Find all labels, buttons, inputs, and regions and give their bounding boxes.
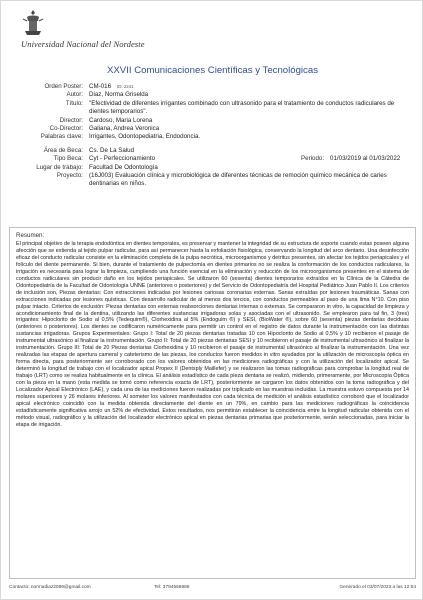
- resumen-text: El principal objetivo de la terapia endodóntica en dientes temporales, es preservar y mantener la integridad de su estructura de soporte cuando estas poseen alguna afección que se extienda al tejido pulpar radicular, para así permanecer hasta la exfoliación fisiológica, conservando la longitud del arco dentario. Una desinfección eficaz del conducto radicular consiste en la eliminación completa de la pulpa necrótica, microorganismos y detritus presentes, sin afectar los tejidos periapicales y el folículo del diente permanente. Si bien, durante el tratamiento de pulpectomía en dientes primarios no se realiza la conformación de los conductos radiculares, la irrigación es necesaria para lograr la limpieza, cumpliendo una función esencial en la eliminación y reducción de los microorganismos presentes en el sistema de conductos radiculares sin producir daño en los tejidos periapicales. Se utilizaron 60 (sesenta) dientes temporarios extraídos en la Clínica de la Cátedra de Odontopediatría de la Facultad de Odontología UNNE (anteriores o posteriores) y del Servicio de Odontopediatría del Hospital Pediátrico Juan Pablo II. Los criterios de inclusión son, Piezas dentarias: Con extracciones indicadas por lesiones cariosas coronarias externas. Sanas extraídas por lesiones traumáticas. Sanas con extracciones indicadas por lesiones quísticas. Con desarrollo radicular de al menos dos tercios, con conductos permeables al paso de una lima N°10. Con piso pulpar intacto. Criterios de exclusión: Piezas dentarias con externas reabsorciones dentarias internas o externas. Se compararon in vitro, la capacidad de limpieza y acondicionamiento final de la dentina, utilizando las diferentes sustancias irrigadoras solas y asociadas con el ultrasonido. Se emplearon para tal fin, 3 (tres) irrigantes: Hipoclorito de Sodio al 0,5% (Tedequim®), Clorhexidina al 5% (Endoguim ®) y SESI, (BioWater ®), sobre 60 (sesenta) piezas dentarias deciduas (anteriores o posteriores). Los dientes se codificaron numéricamente para permitir un control en el registro de datos durante la instrumentación con las distintas sustancias irrigadoras. Grupos Experimentales: Grupo I: Total de 20 piezas dentarias tratadas 10 con Hipoclorito de Sodio al 0,5% y 10 recibieron el pasaje de instrumental ultrasónico al finalizar la instrumentación. Grupo II: Total de 20 piezas dentarias SESI y 10 recibieron el pasaje de instrumental ultrasónico al finalizar la instrumentación. Grupo III: Total de 20 Piezas dentarias Clorhexidina y 10 recibieron el pasaje de instrumental ultrasónico al finalizar la instrumentación. Una vez realizadas las etapas de apertura cameral y cateterismo de las piezas, los conductos fueron medidos in vitro ayudados por la utilización de microscopía óptica en forma directa, para posteriormente ser corroborado con los valores obtenidos en las mediciones radiográficas y con la utilización del localizador apical. Se determinó la longitud de trabajo con el localizador apical Propex II (Dentsply Maillefer) y se realizaron las tomas radiográficas para comprobar la longitud real de trabajo (LRT) como se realiza habitualmente en la clínica. El análisis estadístico de cada pieza dentaria se realizó, midiendo, primeramente, por Microscopía Óptica con la pieza en la mano (esta medida se tomó como referencia exacta de LRT), posteriormente se cargaron los datos obtenidos con la toma radiográfica y del Localizador Apical Electrónico (LAE), y cada una de las mediciones fueron realizadas por triplicado en las muestras incluidas. La muestra estuvo compuesta por 14 molares superiores y 26 molares inferiores. Al someter los valores manifestados con cada técnica de medición el análisis estadístico corroboró que el localizador apical electrónico coincidió con la medida obtenida directamente del diente en un 79%, en cambio para las mediciones radiográficas la coincidencia estadísticamente significativa arrojo un 52% de efectividad. Estos resultados, nos permitirán establecer la coincidencia entre la longitud radicular obtenida con el método visual, radiográfico y la utilización del localizador electrónico apical en piezas dentarias primarias que posteriormente, serán seleccionadas, para iniciar la etapa de irrigación.: [16, 241, 409, 428]
- periodo-value: 01/03/2019 al 01/03/2022: [330, 155, 401, 163]
- row-codirector: Co-Director: Galiana, Andrea Veronica: [1, 125, 423, 133]
- university-logo: [21, 9, 161, 59]
- resumen-label: Resumen:: [16, 232, 45, 239]
- orden-poster-value: CM-016: [89, 83, 112, 90]
- row-director: Director: Cardoso, Maria Lorena: [1, 117, 423, 125]
- titulo-value: "Efectividad de diferentes irrigantes combinado con ultrasonido para el tratamiento de conductos radiculares de dientes temporarios".: [89, 99, 395, 116]
- contact-email: Contacto: normadiaz2089@gmail.com: [9, 585, 91, 590]
- resumen-box: [9, 227, 416, 579]
- crest-icon: [21, 9, 45, 37]
- row-palabras-clave: Palabras clave: Irrigantes, Odontopediatria, Endodoncia.: [1, 133, 423, 141]
- director-value: Cardoso, Maria Lorena: [89, 116, 153, 124]
- contact-phone: Tel: 3794566986: [154, 585, 190, 590]
- metadata-table: [1, 83, 423, 189]
- poster-id: ID: 2241: [117, 84, 134, 89]
- proyecto-value: (16J003) Evaluación clínica y microbiológica de diferentes técnicas de remoción químico mecánica de caries dentinarias en niños.: [89, 172, 387, 188]
- event-title: XXVII Comunicaciones Científicas y Tecnológicas: [107, 65, 318, 76]
- tipo-beca-value: Cyt - Perfeccionamiento: [89, 155, 156, 163]
- palabras-clave-value: Irrigantes, Odontopediatria, Endodoncia.: [89, 133, 201, 141]
- periodo: Periodo: 01/03/2019 al 01/03/2022: [301, 155, 401, 163]
- university-name: Universidad Nacional del Nordeste: [21, 39, 145, 49]
- area-value: Cs. De La Salud: [89, 146, 135, 154]
- generated-timestamp: Generado el 03/07/2023 a las 12:54: [339, 585, 416, 590]
- row-autor: Autor: Diaz, Norma Griselda: [1, 91, 423, 99]
- row-titulo: Título: "Efectividad de diferentes irrigantes combinado con ultrasonido para el tratamiento de conductos radiculares de dientes temporarios".: [1, 100, 423, 117]
- row-lugar: Lugar de trabajo: Facultad De Odontología: [1, 164, 423, 172]
- row-tipo-beca: Tipo Beca: Cyt - Perfeccionamiento Periodo: 01/03/2019 al 01/03/2022: [1, 155, 423, 163]
- autor-value: Diaz, Norma Griselda: [89, 91, 149, 99]
- codirector-value: Galiana, Andrea Veronica: [89, 125, 160, 133]
- row-area: Área de Beca: Cs. De La Salud: [1, 147, 423, 155]
- lugar-value: Facultad De Odontología: [89, 163, 158, 171]
- row-orden-poster: Orden Poster: CM-016 ID: 2241: [44, 83, 134, 90]
- row-proyecto: Proyecto: (16J003) Evaluación clínica y microbiológica de diferentes técnicas de remoción químico mecánica de caries dentinarias en niños.: [1, 172, 423, 189]
